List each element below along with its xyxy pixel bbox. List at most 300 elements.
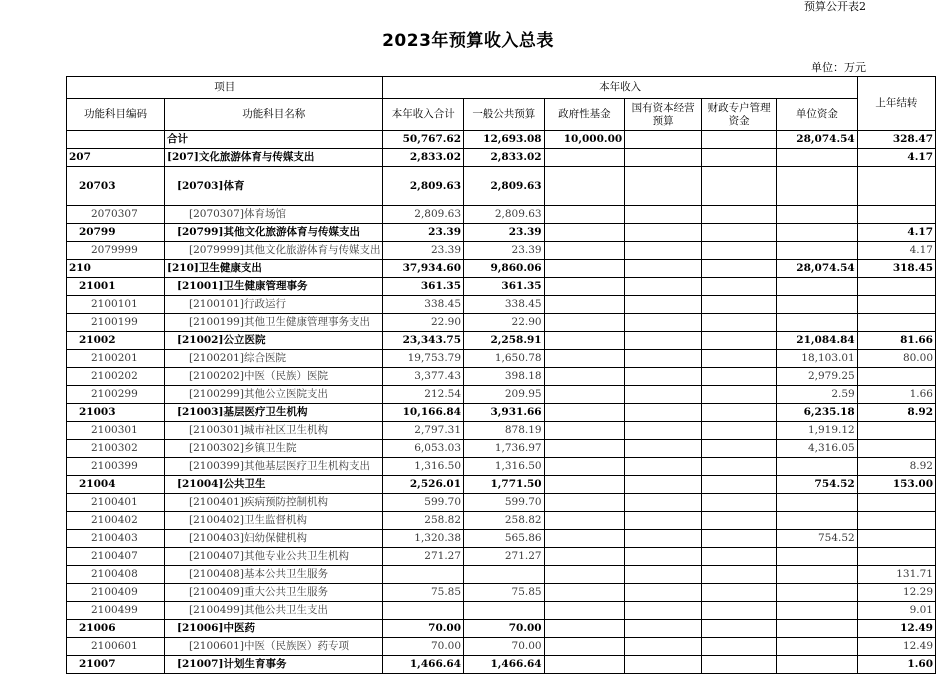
row-state-capital — [625, 242, 702, 260]
row-code: 20799 — [67, 224, 165, 242]
row-name: [2100402]卫生监督机构 — [164, 512, 382, 530]
row-state-capital — [625, 548, 702, 566]
row-unit-fund: 28,074.54 — [777, 131, 858, 149]
row-total: 258.82 — [383, 512, 464, 530]
row-general: 2,809.63 — [464, 206, 545, 224]
row-total: 50,767.62 — [383, 131, 464, 149]
row-total: 2,833.02 — [383, 149, 464, 167]
row-fund — [544, 296, 625, 314]
header-special: 财政专户管理资金 — [702, 99, 777, 131]
row-carryover — [857, 167, 935, 206]
row-unit-fund — [777, 224, 858, 242]
table-row — [67, 458, 936, 476]
row-carryover — [857, 494, 935, 512]
row-code: 21002 — [67, 332, 165, 350]
row-name: [20799]其他文化旅游体育与传媒支出 — [164, 224, 382, 242]
row-general: 2,809.63 — [464, 167, 545, 206]
row-name: [2100302]乡镇卫生院 — [164, 440, 382, 458]
table-row — [67, 131, 936, 149]
row-carryover: 9.01 — [857, 602, 935, 620]
row-carryover: 8.92 — [857, 404, 935, 422]
row-name: [207]文化旅游体育与传媒支出 — [164, 149, 382, 167]
row-code: 2100301 — [67, 422, 165, 440]
table-row — [67, 656, 936, 674]
row-code: 2079999 — [67, 242, 165, 260]
row-state-capital — [625, 386, 702, 404]
row-carryover: 328.47 — [857, 131, 935, 149]
row-special — [702, 422, 777, 440]
row-general: 1,650.78 — [464, 350, 545, 368]
row-total: 10,166.84 — [383, 404, 464, 422]
row-total: 75.85 — [383, 584, 464, 602]
table-row — [67, 296, 936, 314]
row-special — [702, 620, 777, 638]
row-name: [21006]中医药 — [164, 620, 382, 638]
row-state-capital — [625, 494, 702, 512]
row-general: 258.82 — [464, 512, 545, 530]
header-name: 功能科目名称 — [164, 99, 382, 131]
row-total: 1,316.50 — [383, 458, 464, 476]
header-carryover: 上年结转 — [857, 77, 935, 131]
row-fund — [544, 404, 625, 422]
row-state-capital — [625, 368, 702, 386]
row-fund — [544, 206, 625, 224]
row-special — [702, 296, 777, 314]
row-fund — [544, 620, 625, 638]
budget-income-table — [66, 76, 936, 674]
row-special — [702, 494, 777, 512]
row-state-capital — [625, 404, 702, 422]
row-unit-fund — [777, 296, 858, 314]
row-fund — [544, 278, 625, 296]
row-special — [702, 602, 777, 620]
table-row — [67, 548, 936, 566]
row-fund — [544, 350, 625, 368]
header-state-capital: 国有资本经营预算 — [625, 99, 702, 131]
table-row — [67, 386, 936, 404]
row-name: [210]卫生健康支出 — [164, 260, 382, 278]
row-fund — [544, 530, 625, 548]
row-name: [2100201]综合医院 — [164, 350, 382, 368]
row-total: 6,053.03 — [383, 440, 464, 458]
row-carryover: 8.92 — [857, 458, 935, 476]
row-state-capital — [625, 224, 702, 242]
row-unit-fund: 6,235.18 — [777, 404, 858, 422]
table-row — [67, 149, 936, 167]
row-carryover: 4.17 — [857, 149, 935, 167]
row-special — [702, 530, 777, 548]
row-fund — [544, 548, 625, 566]
row-carryover — [857, 440, 935, 458]
table-row — [67, 368, 936, 386]
row-state-capital — [625, 530, 702, 548]
row-name: 合计 — [164, 131, 382, 149]
row-total: 1,320.38 — [383, 530, 464, 548]
table-row — [67, 278, 936, 296]
row-fund — [544, 332, 625, 350]
row-general: 23.39 — [464, 224, 545, 242]
row-carryover: 12.49 — [857, 620, 935, 638]
row-total: 70.00 — [383, 638, 464, 656]
row-general: 12,693.08 — [464, 131, 545, 149]
row-total: 2,797.31 — [383, 422, 464, 440]
row-special — [702, 584, 777, 602]
row-special — [702, 332, 777, 350]
row-unit-fund — [777, 494, 858, 512]
row-code: 2100202 — [67, 368, 165, 386]
table-row — [67, 476, 936, 494]
table-row — [67, 224, 936, 242]
row-name: [2079999]其他文化旅游体育与传媒支出 — [164, 242, 382, 260]
row-special — [702, 368, 777, 386]
row-carryover: 131.71 — [857, 566, 935, 584]
table-row — [67, 584, 936, 602]
row-unit-fund: 754.52 — [777, 530, 858, 548]
row-name: [21007]计划生育事务 — [164, 656, 382, 674]
row-unit-fund: 1,919.12 — [777, 422, 858, 440]
row-name: [2070307]体育场馆 — [164, 206, 382, 224]
row-special — [702, 278, 777, 296]
row-total — [383, 566, 464, 584]
row-general: 271.27 — [464, 548, 545, 566]
row-carryover — [857, 278, 935, 296]
row-name: [2100202]中医（民族）医院 — [164, 368, 382, 386]
row-code: 2100409 — [67, 584, 165, 602]
row-total: 19,753.79 — [383, 350, 464, 368]
unit-label: 单位：万元 — [811, 61, 866, 74]
row-name: [2100401]疾病预防控制机构 — [164, 494, 382, 512]
header-general: 一般公共预算 — [464, 99, 545, 131]
row-code: 2100302 — [67, 440, 165, 458]
row-fund — [544, 242, 625, 260]
row-fund — [544, 476, 625, 494]
row-state-capital — [625, 512, 702, 530]
row-code: 2100101 — [67, 296, 165, 314]
row-special — [702, 404, 777, 422]
row-fund — [544, 638, 625, 656]
row-unit-fund — [777, 512, 858, 530]
row-fund — [544, 368, 625, 386]
row-general: 878.19 — [464, 422, 545, 440]
row-code: 2100199 — [67, 314, 165, 332]
row-unit-fund — [777, 602, 858, 620]
row-code: 21001 — [67, 278, 165, 296]
row-name: [2100403]妇幼保健机构 — [164, 530, 382, 548]
row-general: 1,736.97 — [464, 440, 545, 458]
row-code: 21006 — [67, 620, 165, 638]
row-code: 2100601 — [67, 638, 165, 656]
row-general: 3,931.66 — [464, 404, 545, 422]
header-item: 项目 — [67, 77, 383, 99]
row-unit-fund — [777, 548, 858, 566]
row-general: 9,860.06 — [464, 260, 545, 278]
row-state-capital — [625, 260, 702, 278]
row-unit-fund — [777, 149, 858, 167]
row-carryover — [857, 548, 935, 566]
table-row — [67, 440, 936, 458]
row-general: 361.35 — [464, 278, 545, 296]
row-state-capital — [625, 458, 702, 476]
row-code: 210 — [67, 260, 165, 278]
row-fund — [544, 458, 625, 476]
page-title: 2023年预算收入总表 — [382, 31, 554, 51]
row-total: 361.35 — [383, 278, 464, 296]
row-special — [702, 386, 777, 404]
row-carryover — [857, 530, 935, 548]
row-total: 23.39 — [383, 242, 464, 260]
row-general — [464, 602, 545, 620]
row-code: 21007 — [67, 656, 165, 674]
row-total: 2,526.01 — [383, 476, 464, 494]
row-unit-fund: 2.59 — [777, 386, 858, 404]
row-fund — [544, 512, 625, 530]
row-total: 2,809.63 — [383, 206, 464, 224]
table-row — [67, 260, 936, 278]
row-carryover: 80.00 — [857, 350, 935, 368]
row-general: 1,466.64 — [464, 656, 545, 674]
row-state-capital — [625, 296, 702, 314]
row-fund — [544, 314, 625, 332]
row-carryover: 12.49 — [857, 638, 935, 656]
row-carryover: 153.00 — [857, 476, 935, 494]
row-fund — [544, 149, 625, 167]
table-row — [67, 404, 936, 422]
table-row — [67, 530, 936, 548]
row-name: [21001]卫生健康管理事务 — [164, 278, 382, 296]
row-total: 2,809.63 — [383, 167, 464, 206]
row-code: 2100201 — [67, 350, 165, 368]
row-carryover: 4.17 — [857, 242, 935, 260]
row-carryover — [857, 296, 935, 314]
row-unit-fund — [777, 656, 858, 674]
row-state-capital — [625, 278, 702, 296]
row-state-capital — [625, 440, 702, 458]
row-state-capital — [625, 167, 702, 206]
header-code: 功能科目编码 — [67, 99, 165, 131]
row-name: [2100499]其他公共卫生支出 — [164, 602, 382, 620]
row-unit-fund: 2,979.25 — [777, 368, 858, 386]
row-special — [702, 548, 777, 566]
row-special — [702, 314, 777, 332]
row-state-capital — [625, 476, 702, 494]
header-fund: 政府性基金 — [544, 99, 625, 131]
row-general: 22.90 — [464, 314, 545, 332]
row-unit-fund: 18,103.01 — [777, 350, 858, 368]
row-special — [702, 206, 777, 224]
row-carryover: 12.29 — [857, 584, 935, 602]
row-unit-fund — [777, 206, 858, 224]
row-general — [464, 566, 545, 584]
row-unit-fund — [777, 620, 858, 638]
row-unit-fund — [777, 314, 858, 332]
row-special — [702, 638, 777, 656]
row-general: 2,258.91 — [464, 332, 545, 350]
row-special — [702, 224, 777, 242]
row-unit-fund: 21,084.84 — [777, 332, 858, 350]
row-general: 23.39 — [464, 242, 545, 260]
header-current-year-income: 本年收入 — [383, 77, 857, 99]
row-carryover — [857, 422, 935, 440]
row-fund — [544, 602, 625, 620]
row-special — [702, 260, 777, 278]
row-name: [2100199]其他卫生健康管理事务支出 — [164, 314, 382, 332]
row-unit-fund: 28,074.54 — [777, 260, 858, 278]
row-special — [702, 458, 777, 476]
row-state-capital — [625, 332, 702, 350]
row-state-capital — [625, 149, 702, 167]
row-general: 75.85 — [464, 584, 545, 602]
row-code: 21004 — [67, 476, 165, 494]
row-unit-fund — [777, 638, 858, 656]
row-code: 2100499 — [67, 602, 165, 620]
row-special — [702, 131, 777, 149]
row-name: [2100601]中医（民族医）药专项 — [164, 638, 382, 656]
row-state-capital — [625, 638, 702, 656]
row-unit-fund — [777, 242, 858, 260]
row-general: 70.00 — [464, 620, 545, 638]
row-total: 338.45 — [383, 296, 464, 314]
row-state-capital — [625, 602, 702, 620]
row-fund — [544, 224, 625, 242]
row-code: 2100399 — [67, 458, 165, 476]
row-special — [702, 476, 777, 494]
row-code: 2100408 — [67, 566, 165, 584]
row-name: [20703]体育 — [164, 167, 382, 206]
row-carryover: 4.17 — [857, 224, 935, 242]
row-fund — [544, 167, 625, 206]
row-general: 599.70 — [464, 494, 545, 512]
row-state-capital — [625, 131, 702, 149]
row-unit-fund — [777, 278, 858, 296]
row-fund: 10,000.00 — [544, 131, 625, 149]
row-general: 565.86 — [464, 530, 545, 548]
row-special — [702, 512, 777, 530]
row-unit-fund — [777, 584, 858, 602]
row-name: [2100399]其他基层医疗卫生机构支出 — [164, 458, 382, 476]
row-total: 3,377.43 — [383, 368, 464, 386]
header-total: 本年收入合计 — [383, 99, 464, 131]
row-unit-fund — [777, 167, 858, 206]
row-fund — [544, 494, 625, 512]
row-unit-fund: 754.52 — [777, 476, 858, 494]
table-row — [67, 314, 936, 332]
row-carryover: 1.66 — [857, 386, 935, 404]
row-fund — [544, 386, 625, 404]
row-code: 20703 — [67, 167, 165, 206]
row-carryover: 1.60 — [857, 656, 935, 674]
row-code: 21003 — [67, 404, 165, 422]
row-name: [2100408]基本公共卫生服务 — [164, 566, 382, 584]
row-total: 37,934.60 — [383, 260, 464, 278]
row-total — [383, 602, 464, 620]
table-row — [67, 620, 936, 638]
row-carryover: 81.66 — [857, 332, 935, 350]
table-row — [67, 638, 936, 656]
row-code — [67, 131, 165, 149]
row-carryover — [857, 368, 935, 386]
row-name: [21003]基层医疗卫生机构 — [164, 404, 382, 422]
row-name: [2100409]重大公共卫生服务 — [164, 584, 382, 602]
row-code: 2100299 — [67, 386, 165, 404]
row-total: 23,343.75 — [383, 332, 464, 350]
row-state-capital — [625, 206, 702, 224]
row-general: 1,316.50 — [464, 458, 545, 476]
row-fund — [544, 566, 625, 584]
row-fund — [544, 440, 625, 458]
table-body — [67, 131, 936, 674]
row-special — [702, 656, 777, 674]
table-row — [67, 422, 936, 440]
row-carryover — [857, 206, 935, 224]
row-state-capital — [625, 422, 702, 440]
row-state-capital — [625, 350, 702, 368]
row-code: 2100403 — [67, 530, 165, 548]
row-name: [21004]公共卫生 — [164, 476, 382, 494]
row-total: 22.90 — [383, 314, 464, 332]
row-total: 212.54 — [383, 386, 464, 404]
row-total: 271.27 — [383, 548, 464, 566]
header-unit-fund: 单位资金 — [777, 99, 858, 131]
row-name: [2100407]其他专业公共卫生机构 — [164, 548, 382, 566]
row-state-capital — [625, 584, 702, 602]
row-code: 2100401 — [67, 494, 165, 512]
row-code: 2100407 — [67, 548, 165, 566]
row-carryover: 318.45 — [857, 260, 935, 278]
row-fund — [544, 584, 625, 602]
row-general: 338.45 — [464, 296, 545, 314]
table-row — [67, 242, 936, 260]
table-row — [67, 566, 936, 584]
row-special — [702, 242, 777, 260]
table-row — [67, 167, 936, 206]
row-name: [2100101]行政运行 — [164, 296, 382, 314]
row-state-capital — [625, 566, 702, 584]
row-fund — [544, 656, 625, 674]
row-total: 70.00 — [383, 620, 464, 638]
table-number-label: 预算公开表2 — [804, 0, 866, 13]
table-row — [67, 602, 936, 620]
table-row — [67, 494, 936, 512]
row-carryover — [857, 512, 935, 530]
row-special — [702, 440, 777, 458]
row-special — [702, 566, 777, 584]
row-code: 2100402 — [67, 512, 165, 530]
row-total: 599.70 — [383, 494, 464, 512]
row-fund — [544, 422, 625, 440]
row-state-capital — [625, 314, 702, 332]
row-state-capital — [625, 620, 702, 638]
row-name: [21002]公立医院 — [164, 332, 382, 350]
table-row — [67, 206, 936, 224]
row-name: [2100299]其他公立医院支出 — [164, 386, 382, 404]
row-unit-fund: 4,316.05 — [777, 440, 858, 458]
row-general: 2,833.02 — [464, 149, 545, 167]
row-general: 1,771.50 — [464, 476, 545, 494]
row-code: 207 — [67, 149, 165, 167]
table-row — [67, 350, 936, 368]
row-general: 70.00 — [464, 638, 545, 656]
row-unit-fund — [777, 458, 858, 476]
row-total: 1,466.64 — [383, 656, 464, 674]
row-special — [702, 149, 777, 167]
row-total: 23.39 — [383, 224, 464, 242]
row-special — [702, 350, 777, 368]
table-row — [67, 512, 936, 530]
row-general: 398.18 — [464, 368, 545, 386]
row-name: [2100301]城市社区卫生机构 — [164, 422, 382, 440]
row-fund — [544, 260, 625, 278]
row-code: 2070307 — [67, 206, 165, 224]
